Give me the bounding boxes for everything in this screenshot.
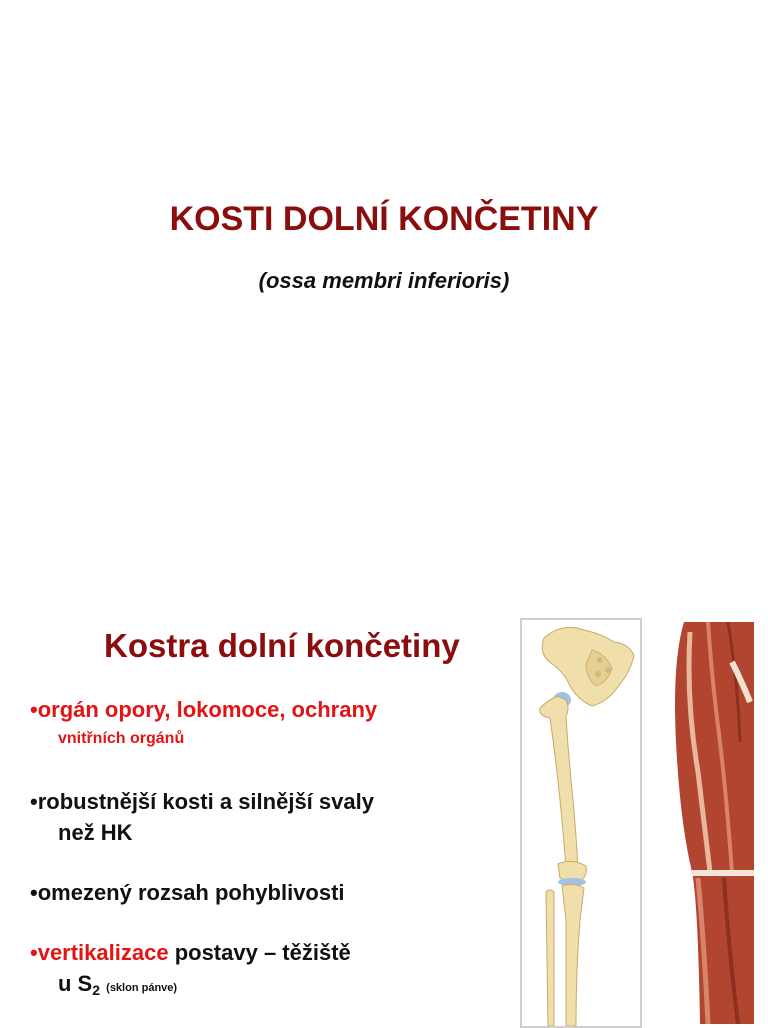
center-of-gravity-label: u S [58, 971, 93, 996]
bullet-continuation: než HK [58, 820, 133, 845]
bullet-marker: • [30, 880, 38, 905]
bullet-item-4 [30, 937, 351, 1006]
bullet-text: omezený rozsah pohyblivosti [37, 880, 345, 905]
bullet-text: orgán opory, lokomoce, ochrany [37, 697, 378, 722]
bullet-continuation: vnitřních orgánů [58, 730, 185, 747]
slide-1-title: KOSTI DOLNÍ KONČETINY [169, 200, 599, 238]
leg-bones-icon [522, 620, 640, 1026]
bullet-text: postavy – těžiště [168, 940, 351, 965]
bullet-item-2 [30, 786, 374, 848]
bullet-highlight: vertikalizace [37, 940, 169, 965]
leg-muscles-icon [668, 622, 754, 1024]
slide-2-title: Kostra dolní končetiny [104, 627, 460, 664]
bullet-item-1 [30, 694, 377, 753]
slide-1-subtitle: (ossa membri inferioris) [258, 268, 510, 293]
bullet-text: robustnější kosti a silnější svaly [37, 789, 374, 814]
muscle-illustration [668, 622, 754, 1024]
skeleton-illustration [520, 618, 642, 1028]
bullet-note: (sklon pánve) [106, 982, 178, 994]
bullet-continuation [30, 968, 351, 1006]
bullet-marker: • [30, 789, 38, 814]
bullet-item-3 [30, 877, 345, 908]
subscript: 2 [92, 982, 101, 998]
bullet-marker: • [30, 697, 38, 722]
bullet-marker: • [30, 940, 38, 965]
